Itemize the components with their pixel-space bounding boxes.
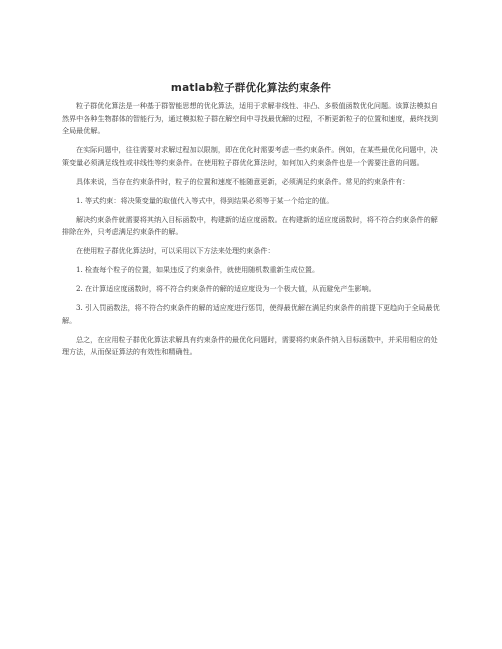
list-item-paragraph: 2. 在计算适应度函数时，将不符合约束条件的解的适应度设为一个极大值，从而避免产生影响。 — [76, 284, 376, 294]
list-item-paragraph: 3. 引入罚函数法，将不符合约束条件的解的适应度进行惩罚，使得最优解在满足约束条件的前提下更趋向于全局最优解。 — [62, 303, 440, 325]
body-paragraph: 粒子群优化算法是一种基于群智能思想的优化算法，适用于求解非线性、非凸、多极值函数优化问题。该算法模拟自然界中各种生物群体的智能行为，通过模拟粒子群在解空间中寻找最优解的过程，不断更新粒子的位置和速度，最终找到全局最优解。 — [62, 101, 438, 136]
body-paragraph: 总之，在应用粒子群优化算法求解具有约束条件的最优化问题时，需要将约束条件纳入目标函数中，并采用相应的处理方法，从而保证算法的有效性和精确性。 — [62, 334, 438, 357]
list-item-paragraph: 1. 等式约束：将决策变量的取值代入等式中，得到结果必须等于某一个给定的值。 — [76, 195, 334, 205]
list-item-paragraph: 1. 检查每个粒子的位置，如果违反了约束条件，就使用随机数重新生成位置。 — [76, 265, 320, 275]
body-paragraph: 在使用粒子群优化算法时，可以采用以下方法来处理约束条件： — [76, 246, 275, 256]
document-body — [62, 100, 444, 365]
body-paragraph: 在实际问题中，往往需要对求解过程加以限制，即在优化时需要考虑一些约束条件。例如，在某些最优化问题中，决策变量必须满足线性或非线性等约束条件。在使用粒子群优化算法时，如何加入约束条件也是一个需要注意的问题。 — [62, 145, 438, 167]
document-title: matlab粒子群优化算法约束条件 — [170, 82, 332, 94]
body-paragraph: 具体来说，当存在约束条件时，粒子的位置和速度不能随意更新，必须满足约束条件。常见的约束条件有： — [76, 176, 410, 186]
body-paragraph: 解决约束条件就需要将其纳入目标函数中，构建新的适应度函数。在构建新的适应度函数时，将不符合约束条件的解排除在外，只考虑满足约束条件的解。 — [62, 214, 438, 237]
